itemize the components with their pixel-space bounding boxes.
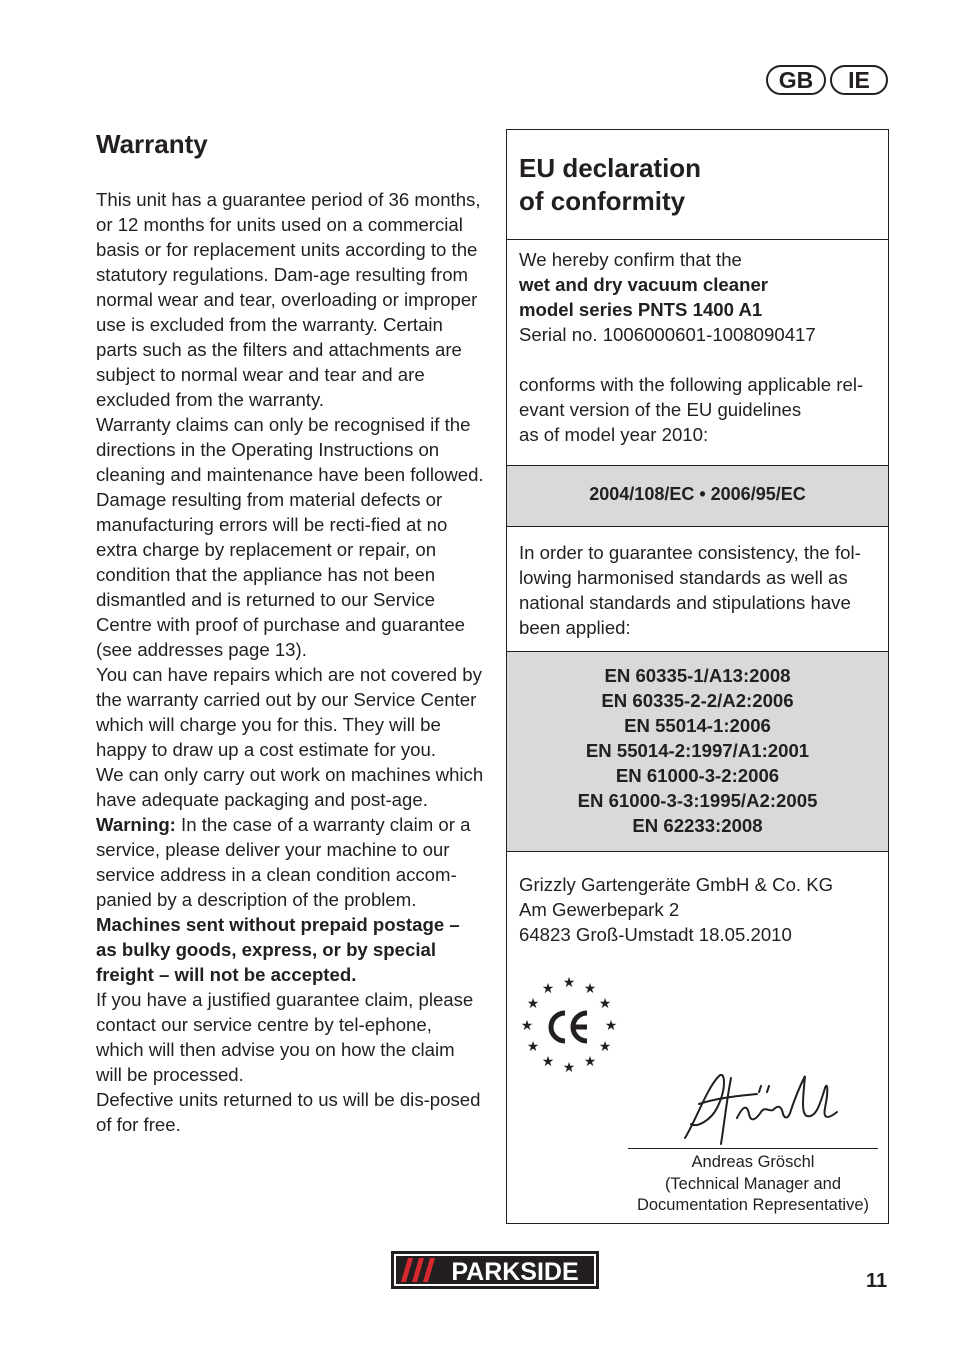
warranty-paragraph: Defective units returned to us will be dis-posed of for free. xyxy=(96,1089,481,1135)
warning-label: Warning: xyxy=(96,814,176,835)
eu-declaration-title-line2: of conformity xyxy=(519,186,686,216)
standard-item: EN 60335-2-2/A2:2006 xyxy=(601,690,794,711)
svg-text:★: ★ xyxy=(562,975,576,991)
svg-text:★: ★ xyxy=(583,981,597,997)
warranty-body xyxy=(96,187,484,1137)
company-city-date: 64823 Groß-Umstadt 18.05.2010 xyxy=(519,924,792,945)
warranty-paragraph: Warranty claims can only be recognised if the directions in the Operating Instructions on cleaning and maintenance have been followed. Damage resulting from material defects or manufacturing errors will be recti-fied at no extra charge by replacement or repair, on condition that the appliance has not been dismantled and is returned to our Service Centre with proof of purchase and guarantee (see addresses page 13). xyxy=(96,414,484,660)
signature-icon xyxy=(677,1058,847,1150)
eu-declaration-box xyxy=(506,129,889,1224)
warranty-paragraph: This unit has a guarantee period of 36 months, or 12 months for units used on a commercial basis or for replacement units according to the statutory regulations. Dam-age resulting from normal wear and tear, overloading or improper use is excluded from the warranty. Certain parts such as the filters and attachments are subject to normal wear and tear and are excluded from the warranty. xyxy=(96,189,481,410)
eu-declaration-title-line1: EU declaration xyxy=(519,153,702,183)
svg-text:★: ★ xyxy=(583,1054,597,1070)
company-street: Am Gewerbepark 2 xyxy=(519,899,680,920)
svg-text:★: ★ xyxy=(526,996,540,1012)
svg-text:★: ★ xyxy=(541,1054,555,1070)
harmonised-standards-text: In order to guarantee consistency, the fol-lowing harmonised standards as well as national standards and stipulations have been applied: xyxy=(507,527,888,652)
eu-directives: 2004/108/EC • 2006/95/EC xyxy=(507,466,888,527)
brand-name: PARKSIDE xyxy=(451,1258,579,1286)
signature-line xyxy=(628,1148,878,1149)
product-name: wet and dry vacuum cleaner xyxy=(519,274,769,295)
svg-text:★: ★ xyxy=(562,1060,576,1075)
svg-text:★: ★ xyxy=(526,1039,540,1055)
svg-text:★: ★ xyxy=(598,996,612,1012)
serial-number: Serial no. 1006000601-1008090417 xyxy=(519,324,816,345)
ce-mark-icon xyxy=(519,975,619,1075)
warranty-warning xyxy=(96,812,484,912)
signatory-caption xyxy=(617,1152,889,1217)
page-number: 11 xyxy=(866,1270,888,1292)
standard-item: EN 55014-2:1997/A1:2001 xyxy=(585,740,810,761)
conforms-text: conforms with the following applicable rel-evant version of the EU guidelines xyxy=(519,374,864,420)
warranty-paragraph: We can only carry out work on machines which have adequate packaging and post-age. xyxy=(96,764,484,810)
standard-item: EN 61000-3-3:1995/A2:2005 xyxy=(577,790,818,811)
signatory-role-line1: (Technical Manager and xyxy=(664,1174,842,1193)
eu-declaration-header xyxy=(507,130,888,240)
parkside-logo xyxy=(391,1251,599,1289)
warranty-paragraph: You can have repairs which are not covered by the warranty carried out by our Service Center which will charge you for this. They will be happy to draw up a cost estimate for you. xyxy=(96,664,482,760)
standard-item: EN 61000-3-2:2006 xyxy=(615,765,780,786)
model-year: as of model year 2010: xyxy=(519,424,709,445)
confirm-intro: We hereby confirm that the xyxy=(519,249,742,270)
warranty-paragraph: If you have a justified guarantee claim, please contact our service centre by tel-ephone, which will then advise you on how the claim will be processed. xyxy=(96,989,474,1085)
language-badge-gb: GB xyxy=(766,65,826,95)
signatory-role-line2: Documentation Representative) xyxy=(636,1196,870,1214)
svg-text:★: ★ xyxy=(598,1039,612,1055)
svg-text:★: ★ xyxy=(520,1018,534,1034)
warranty-title: Warranty xyxy=(96,129,208,159)
postage-notice: Machines sent without prepaid postage – as bulky goods, express, or by special freight – will not be accepted. xyxy=(96,914,460,985)
model-series: model series PNTS 1400 A1 xyxy=(519,299,763,320)
language-badge-ie: IE xyxy=(830,65,888,95)
language-badges xyxy=(766,65,888,95)
signatory-name: Andreas Gröschl xyxy=(691,1153,815,1171)
standard-item: EN 55014-1:2006 xyxy=(624,715,771,736)
warning-text: In the case of a warranty claim or a service, please deliver your machine to our service address in a clean condition accom-panied by a description of the problem. xyxy=(96,814,471,910)
svg-text:★: ★ xyxy=(541,981,555,997)
standards-list xyxy=(507,652,888,852)
manufacturer-address xyxy=(507,852,888,947)
company-name: Grizzly Gartengeräte GmbH & Co. KG xyxy=(519,874,834,895)
standard-item: EN 62233:2008 xyxy=(632,815,763,836)
warranty-section xyxy=(96,126,484,1137)
eu-confirmation xyxy=(507,240,888,466)
standard-item: EN 60335-1/A13:2008 xyxy=(604,665,791,686)
svg-text:★: ★ xyxy=(604,1018,618,1034)
